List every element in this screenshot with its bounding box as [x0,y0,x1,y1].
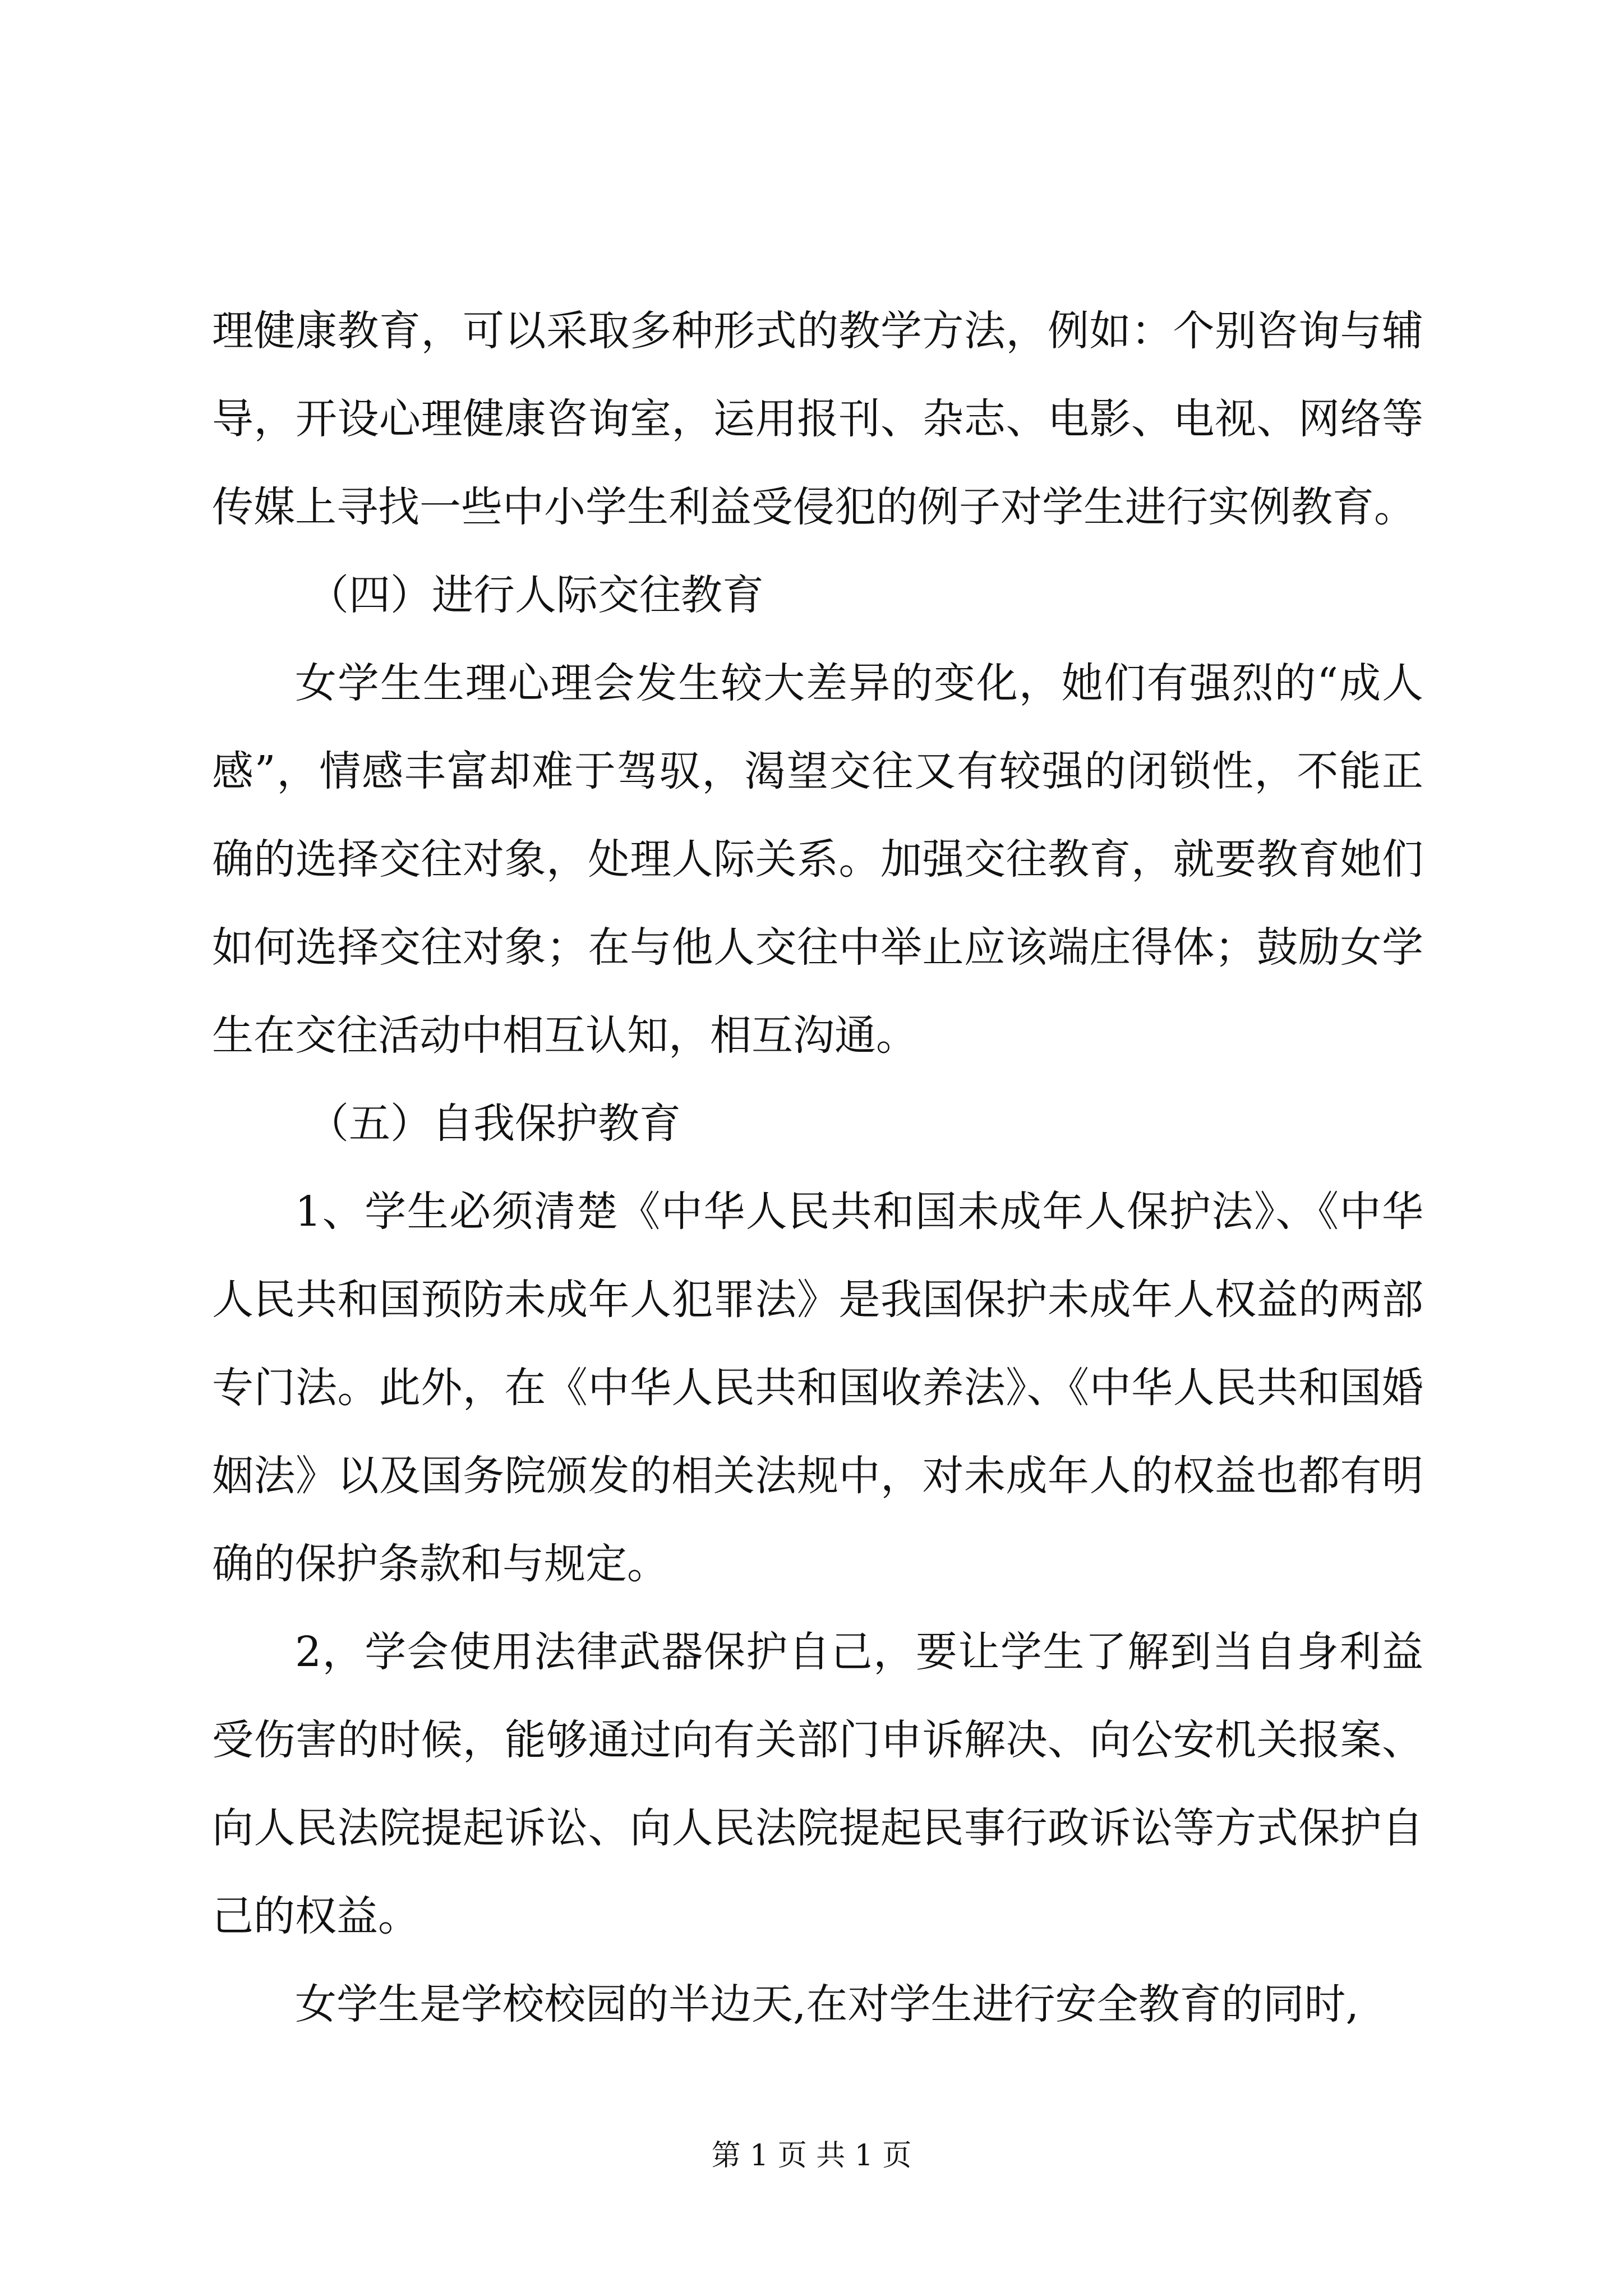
paragraph-continuation: 理健康教育，可以采取多种形式的教学方法，例如：个别咨询与辅导，开设心理健康咨询室，运用报刊、杂志、电影、电视、网络等传媒上寻找一些中小学生利益受侵犯的例子对学生进行实例教育。 [212,307,1423,531]
section-heading-4: （四）进行人际交往教育 [307,571,764,619]
section-heading-5: （五）自我保护教育 [307,1099,681,1148]
document-body [212,287,1423,2049]
paragraph-final: 女学生是学校校园的半边天,在对学生进行安全教育的同时, [295,1980,1359,2028]
paragraph-interpersonal: 女学生生理心理会发生较大差异的变化，她们有强烈的“成人感”，情感丰富却难于驾驭，渴望交往又有较强的闭锁性，不能正确的选择交往对象，处理人际关系。加强交往教育，就要教育她们如何选择交往对象；在与他人交往中举止应该端庄得体；鼓励女学生在交往活动中相互认知，相互沟通。 [212,659,1423,1060]
page-footer: 第 1 页 共 1 页 [711,2139,912,2173]
paragraph-law-2: 2，学会使用法律武器保护自己，要让学生了解到当自身利益受伤害的时候，能够通过向有关部门申诉解决、向公安机关报案、向人民法院提起诉讼、向人民法院提起民事行政诉讼等方式保护自己的权益。 [212,1628,1423,1940]
paragraph-law-1: 1、学生必须清楚《中华人民共和国未成年人保护法》、《中华人民共和国预防未成年人犯罪法》是我国保护未成年人权益的两部专门法。此外，在《中华人民共和国收养法》、《中华人民共和国婚姻法》以及国务院颁发的相关法规中，对未成年人的权益也都有明确的保护条款和与规定。 [212,1188,1423,1588]
